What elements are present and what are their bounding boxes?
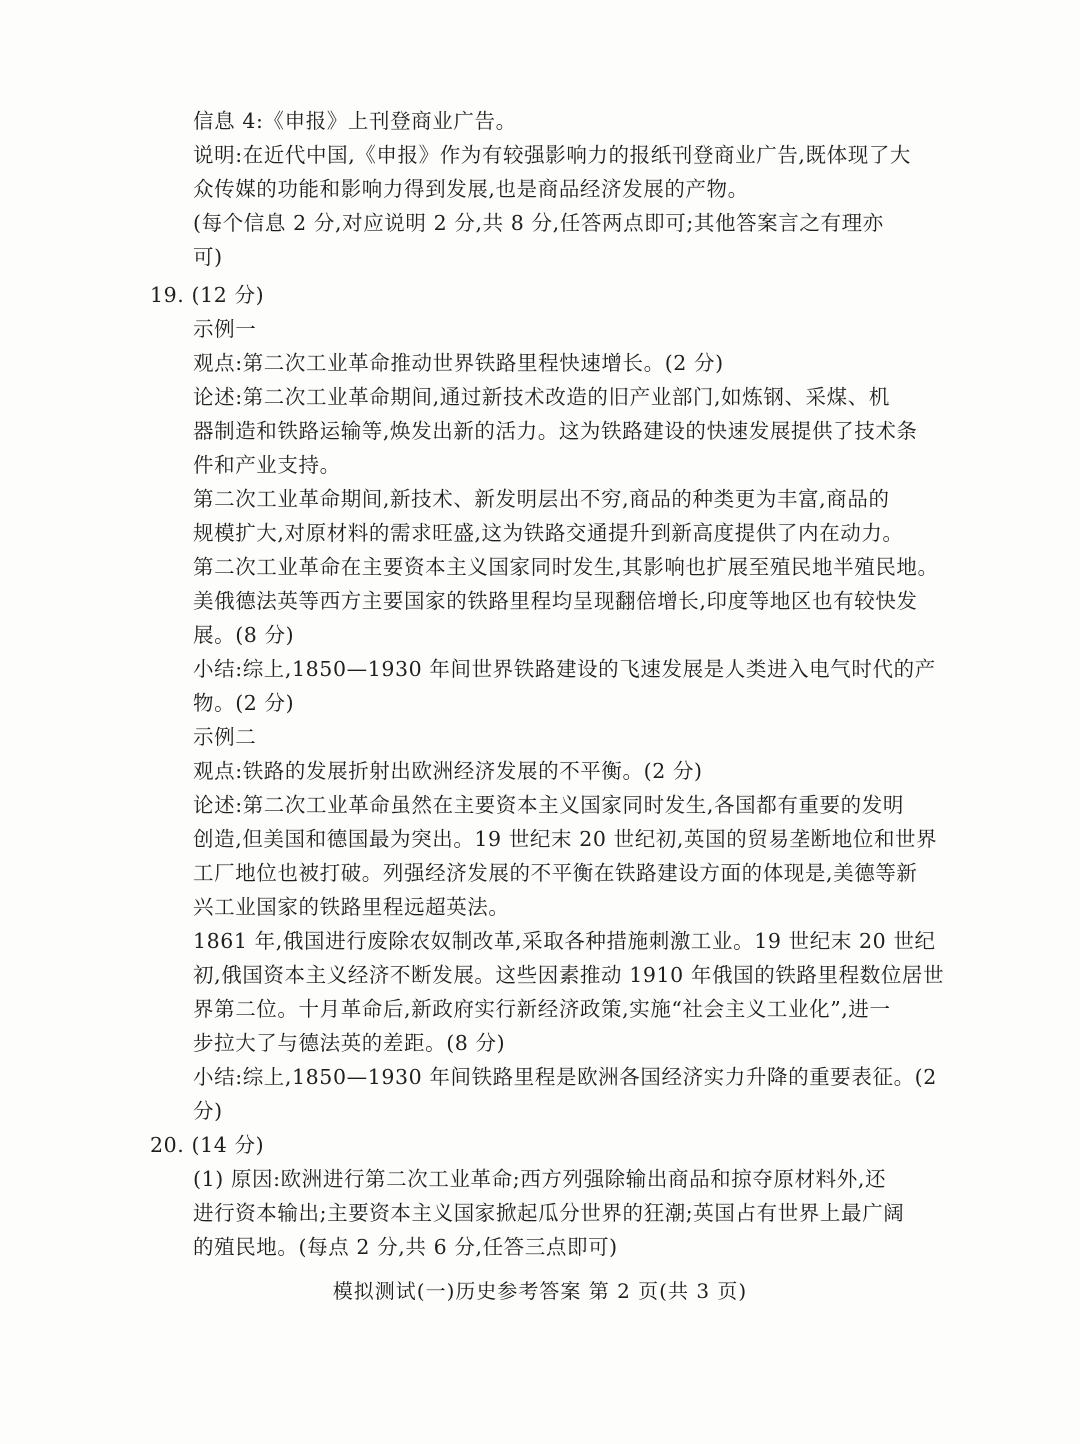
text-line: 论述:第二次工业革命虽然在主要资本主义国家同时发生,各国都有重要的发明 [193, 793, 904, 817]
text-line: 展。(8 分) [193, 623, 295, 647]
text-line: 1861 年,俄国进行废除农奴制改革,采取各种措施刺激工业。19 世纪末 20 世纪 [193, 929, 936, 953]
scoring-note: (每个信息 2 分,对应说明 2 分,共 8 分,任答两点即可;其他答案言之有理亦 [193, 211, 884, 235]
text-line: 规模扩大,对原材料的需求旺盛,这为铁路交通提升到新高度提供了内在动力。 [193, 521, 904, 545]
text-line: 第二次工业革命在主要资本主义国家同时发生,其影响也扩展至殖民地半殖民地。 [193, 555, 939, 579]
scoring-note: 可) [193, 245, 223, 269]
text-line: 分) [193, 1099, 223, 1123]
question-19-heading: 19. (12 分) [150, 283, 265, 307]
question-20-heading: 20. (14 分) [150, 1133, 265, 1157]
text-line: 说明:在近代中国,《申报》作为有较强影响力的报纸刊登商业广告,既体现了大 [193, 143, 912, 167]
page-footer: 模拟测试(一)历史参考答案 第 2 页(共 3 页) [332, 1279, 748, 1303]
text-line: 初,俄国资本主义经济不断发展。这些因素推动 1910 年俄国的铁路里程数位居世 [193, 963, 945, 987]
text-line: 工厂地位也被打破。列强经济发展的不平衡在铁路建设方面的体现是,美德等新 [193, 861, 918, 885]
text-line: 小结:综上,1850—1930 年间世界铁路建设的飞速发展是人类进入电气时代的产 [193, 657, 936, 681]
text-line: 器制造和铁路运输等,焕发出新的活力。这为铁路建设的快速发展提供了技术条 [193, 419, 918, 443]
text-line: 件和产业支持。 [193, 453, 341, 477]
text-line: 创造,但美国和德国最为突出。19 世纪末 20 世纪初,英国的贸易垄断地位和世界 [193, 827, 938, 851]
example-2-heading: 示例二 [193, 725, 257, 749]
text-line: 观点:第二次工业革命推动世界铁路里程快速增长。(2 分) [193, 351, 724, 375]
info-4-line: 信息 4:《申报》上刊登商业广告。 [193, 109, 517, 133]
text-line: 物。(2 分) [193, 691, 295, 715]
text-line: 的殖民地。(每点 2 分,共 6 分,任答三点即可) [193, 1235, 618, 1259]
example-1-heading: 示例一 [193, 317, 257, 341]
text-line: 步拉大了与德法英的差距。(8 分) [193, 1031, 506, 1055]
text-line: 界第二位。十月革命后,新政府实行新经济政策,实施“社会主义工业化”,进一 [193, 997, 891, 1021]
text-line: 兴工业国家的铁路里程远超英法。 [193, 895, 510, 919]
text-line: (1) 原因:欧洲进行第二次工业革命;西方列强除输出商品和掠夺原材料外,还 [193, 1167, 887, 1191]
text-line: 进行资本输出;主要资本主义国家掀起瓜分世界的狂潮;英国占有世界上最广阔 [193, 1201, 905, 1225]
text-line: 众传媒的功能和影响力得到发展,也是商品经济发展的产物。 [193, 177, 749, 201]
text-line: 第二次工业革命期间,新技术、新发明层出不穷,商品的种类更为丰富,商品的 [193, 487, 890, 511]
text-line: 观点:铁路的发展折射出欧洲经济发展的不平衡。(2 分) [193, 759, 703, 783]
text-line: 美俄德法英等西方主要国家的铁路里程均呈现翻倍增长,印度等地区也有较快发 [193, 589, 918, 613]
text-line: 论述:第二次工业革命期间,通过新技术改造的旧产业部门,如炼钢、采煤、机 [193, 385, 890, 409]
text-line: 小结:综上,1850—1930 年间铁路里程是欧洲各国经济实力升降的重要表征。(2 [193, 1065, 937, 1089]
